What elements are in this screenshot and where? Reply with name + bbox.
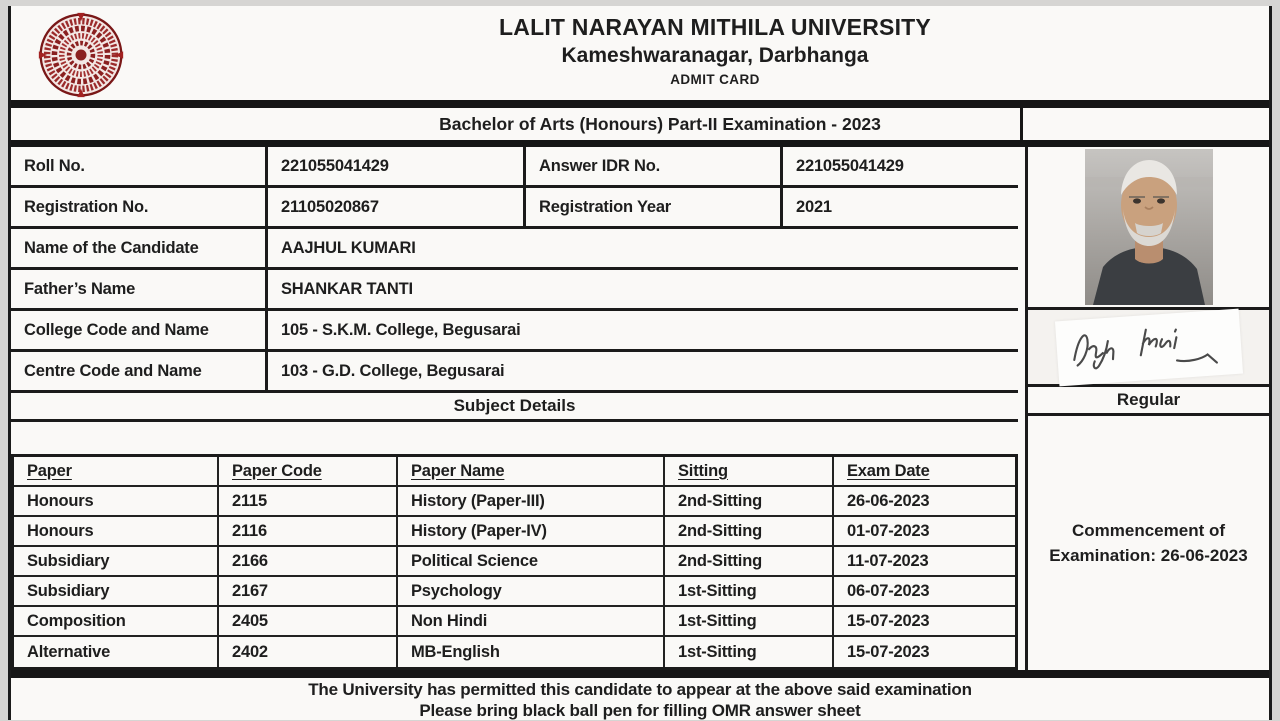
paper-name-cell: MB-English: [398, 637, 665, 667]
college-value: 105 - S.K.M. College, Begusarai: [281, 320, 521, 339]
paper-name-cell: History (Paper-III): [398, 487, 665, 515]
admit-card: [8, 6, 1272, 720]
card-header: [11, 6, 1269, 100]
university-address: Kameshwaranagar, Darbhanga: [561, 44, 869, 67]
subject-row: [14, 547, 1015, 577]
commencement-line1: Commencement of: [1071, 520, 1226, 540]
subject-row: [14, 487, 1015, 517]
answer-idr-no-label: Answer IDR No.: [526, 147, 783, 185]
signature-paper: [1054, 308, 1242, 386]
candidate-photo: [1028, 147, 1269, 310]
paper-cell: Honours: [14, 487, 219, 515]
exam-date-cell: 06-07-2023: [847, 581, 930, 600]
column-header-paper-name: Paper Name: [398, 457, 665, 485]
divider-band: [11, 140, 1269, 147]
subject-row: [14, 637, 1015, 667]
candidate-info-table: [11, 147, 1018, 393]
exam-bar-divider: [1020, 108, 1023, 140]
candidate-name-label: Name of the Candidate: [11, 229, 268, 267]
centre-value: 103 - G.D. College, Begusarai: [281, 361, 505, 380]
paper-cell: Alternative: [14, 637, 219, 667]
paper-cell: Subsidiary: [14, 547, 219, 575]
sitting-cell: 2nd-Sitting: [665, 517, 834, 545]
exam-title-bar: Bachelor of Arts (Honours) Part-II Examination - 2023: [439, 114, 881, 134]
subject-row: [14, 607, 1015, 637]
paper-cell: Honours: [14, 517, 219, 545]
header-title-block: [11, 14, 1269, 87]
registration-no-value: 21105020867: [268, 188, 526, 226]
divider-band: [11, 100, 1269, 108]
right-panel: [1025, 147, 1269, 670]
category-badge: Regular: [1028, 387, 1269, 416]
column-header-sitting: Sitting: [665, 457, 834, 485]
exam-date-cell: 01-07-2023: [847, 521, 930, 540]
answer-idr-no-value: 221055041429: [796, 156, 904, 175]
registration-no-label: Registration No.: [11, 188, 268, 226]
footer-notes: [11, 678, 1269, 721]
father-name-label: Father’s Name: [11, 270, 268, 308]
column-header-paper: Paper: [14, 457, 219, 485]
divider-band: [11, 670, 1269, 678]
commencement-line2: Examination: 26-06-2023: [1049, 546, 1248, 565]
centre-label: Centre Code and Name: [11, 352, 268, 390]
father-name-value: SHANKAR TANTI: [281, 279, 413, 298]
registration-year-value: 2021: [796, 197, 832, 216]
paper-code-cell: 2116: [219, 517, 398, 545]
admit-card-title: ADMIT CARD: [670, 72, 760, 87]
candidate-signature: [1028, 310, 1269, 387]
column-header-exam-date: Exam Date: [847, 461, 930, 480]
sitting-cell: 1st-Sitting: [665, 607, 834, 635]
pen-instruction-note: Please bring black ball pen for filling OMR answer sheet: [419, 701, 861, 720]
college-label: College Code and Name: [11, 311, 268, 349]
candidate-name-value: AAJHUL KUMARI: [281, 238, 416, 257]
sitting-cell: 2nd-Sitting: [665, 487, 834, 515]
column-header-paper-code: Paper Code: [219, 457, 398, 485]
paper-name-cell: History (Paper-IV): [398, 517, 665, 545]
sitting-cell: 1st-Sitting: [665, 577, 834, 605]
university-name: LALIT NARAYAN MITHILA UNIVERSITY: [499, 14, 931, 40]
exam-date-cell: 15-07-2023: [847, 642, 930, 661]
paper-name-cell: Political Science: [398, 547, 665, 575]
table-row: [11, 270, 1018, 311]
sitting-cell: 1st-Sitting: [665, 637, 834, 667]
roll-no-value: 221055041429: [268, 147, 526, 185]
subject-details-heading: Subject Details: [11, 393, 1018, 422]
paper-code-cell: 2166: [219, 547, 398, 575]
paper-code-cell: 2402: [219, 637, 398, 667]
table-row: [11, 188, 1018, 229]
subject-table-header-row: [14, 457, 1015, 487]
paper-cell: Subsidiary: [14, 577, 219, 605]
exam-date-cell: 15-07-2023: [847, 611, 930, 630]
subject-row: [14, 517, 1015, 547]
table-row: [11, 147, 1018, 188]
paper-name-cell: Non Hindi: [398, 607, 665, 635]
table-row: [11, 352, 1018, 393]
sitting-cell: 2nd-Sitting: [665, 547, 834, 575]
table-row: [11, 311, 1018, 352]
subject-table: [11, 454, 1018, 670]
paper-name-cell: Psychology: [398, 577, 665, 605]
commencement-note: [1028, 416, 1269, 670]
permission-note: The University has permitted this candidate to appear at the above said examination: [308, 680, 972, 699]
exam-date-cell: 26-06-2023: [847, 491, 930, 510]
subject-row: [14, 577, 1015, 607]
registration-year-label: Registration Year: [526, 188, 783, 226]
paper-code-cell: 2405: [219, 607, 398, 635]
table-row: [11, 229, 1018, 270]
paper-cell: Composition: [14, 607, 219, 635]
paper-code-cell: 2115: [219, 487, 398, 515]
exam-date-cell: 11-07-2023: [847, 551, 929, 570]
paper-code-cell: 2167: [219, 577, 398, 605]
roll-no-label: Roll No.: [11, 147, 268, 185]
